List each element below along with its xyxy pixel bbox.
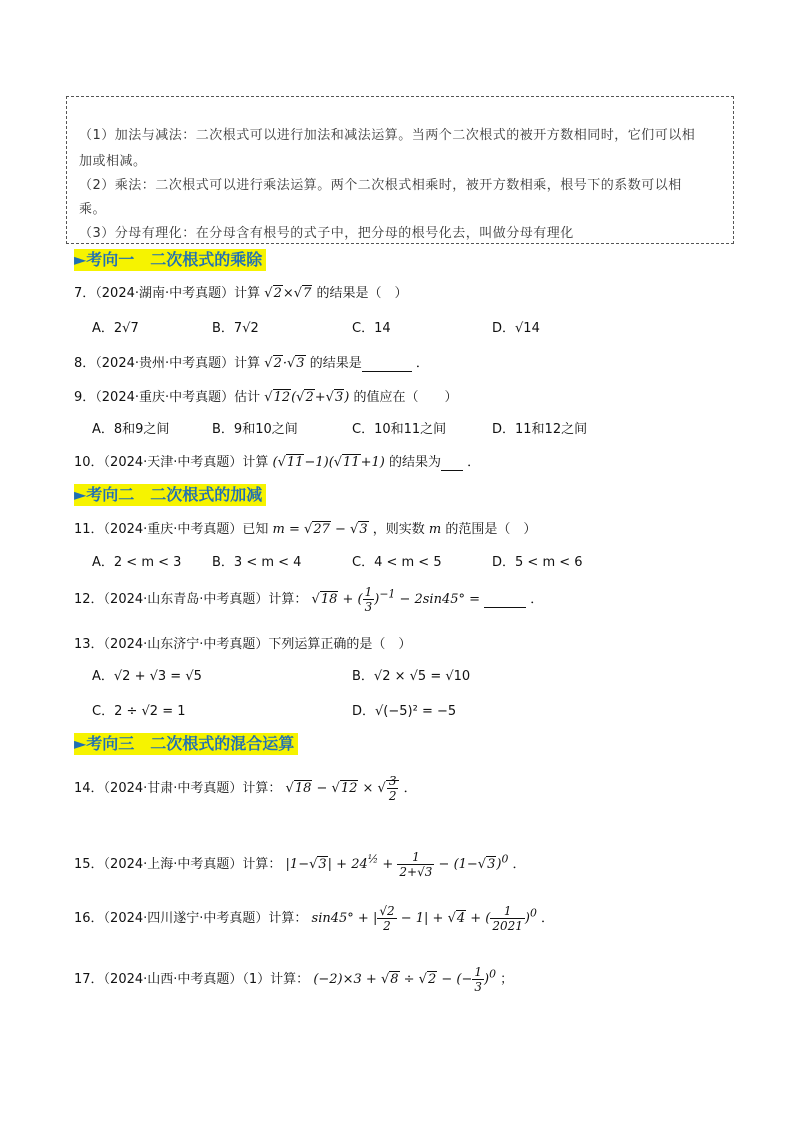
question-8 — [74, 352, 429, 372]
q10-expression: (√11−1)(√11+1) — [272, 455, 385, 470]
q16-end: ． — [541, 911, 555, 926]
q14-expression: √18 − √12 × √ $\frac{3}{2}$ — [286, 780, 400, 796]
q16-prefix: 16．（2024·四川遂宁·中考真题）计算： — [74, 911, 308, 926]
q17-prefix: 17．（2024·山西·中考真题）（1）计算： — [74, 972, 310, 987]
q9-option-b[interactable]: B．9和10之间 — [212, 422, 298, 437]
q13-option-d[interactable]: D．√(−5)² = −5 — [352, 704, 457, 719]
q11-prefix: 11．（2024·重庆·中考真题）已知 — [74, 522, 269, 537]
intro-line-2: 加或相减。 — [79, 154, 147, 169]
section-heading-3: ►考向三 二次根式的混合运算 — [74, 733, 298, 755]
q12-answer-blank[interactable] — [484, 592, 526, 608]
q10-suffix: 的结果为 — [388, 455, 441, 470]
question-17 — [74, 965, 513, 994]
q11-suffix: ，则实数 — [372, 522, 425, 537]
question-15 — [74, 850, 526, 879]
q15-end: ． — [512, 857, 526, 872]
question-9 — [74, 386, 457, 405]
q9-expression: √12(√2+√3) — [264, 390, 350, 405]
q13-option-a[interactable]: A．√2 + √3 = √5 — [92, 669, 202, 684]
q7-option-c[interactable]: C．14 — [352, 321, 391, 336]
q9-option-c[interactable]: C．10和11之间 — [352, 422, 447, 437]
q14-prefix: 14．（2024·甘肃·中考真题）计算： — [74, 781, 282, 796]
q8-expression: √2·√3 — [264, 356, 305, 371]
section-heading-2: ►考向二 二次根式的加减 — [74, 484, 266, 506]
q9-option-d[interactable]: D．11和12之间 — [492, 422, 588, 437]
question-12 — [74, 585, 543, 614]
q11-option-b[interactable]: B．3 < m < 4 — [212, 555, 302, 570]
q7-option-b[interactable]: B．7√2 — [212, 321, 259, 336]
q7-option-d[interactable]: D．√14 — [492, 321, 540, 336]
q7-suffix: 的结果是（ ） — [316, 286, 408, 301]
q15-prefix: 15．（2024·上海·中考真题）计算： — [74, 857, 282, 872]
q8-prefix: 8．（2024·贵州·中考真题）计算 — [74, 356, 261, 371]
question-13: 13．（2024·山东济宁·中考真题）下列运算正确的是（ ） — [74, 637, 412, 652]
q14-end: ． — [403, 781, 417, 796]
intro-line-3: （2）乘法：二次根式可以进行乘法运算。两个二次根式相乘时，被开方数相乘，根号下的系数可以相 — [79, 178, 682, 193]
q16-expression: sin45° + | $\frac{√2}{2}$ − 1| + √4 + ( $\frac{1}{2021}$ )$^0$ — [311, 904, 537, 933]
q13-option-b[interactable]: B．√2 × √5 = √10 — [352, 669, 471, 684]
q7-option-a[interactable]: A．2√7 — [92, 321, 139, 336]
q10-end: ． — [467, 455, 481, 470]
section-heading-1: ►考向一 二次根式的乘除 — [74, 249, 266, 271]
q17-end: ； — [500, 972, 514, 987]
q11-suffix2: 的范围是（ ） — [445, 522, 537, 537]
q7-expression: √2×√7 — [264, 286, 312, 301]
q8-end: ． — [415, 356, 429, 371]
q11-expression: m = √27 − √3 — [272, 522, 368, 537]
question-14 — [74, 774, 417, 803]
intro-line-4: 乘。 — [79, 202, 107, 217]
q9-prefix: 9．（2024·重庆·中考真题）估计 — [74, 390, 261, 405]
question-7 — [74, 282, 407, 301]
q7-prefix: 7．（2024·湖南·中考真题）计算 — [74, 286, 261, 301]
question-11 — [74, 518, 536, 537]
q10-prefix: 10．（2024·天津·中考真题）计算 — [74, 455, 269, 470]
q12-expression: √18 + ( $\frac{1}{3}$ )$^{-1}$ − 2sin45° = — [311, 585, 481, 614]
q9-option-a[interactable]: A．8和9之间 — [92, 422, 170, 437]
q12-end: ． — [530, 592, 544, 607]
q11-option-d[interactable]: D．5 < m < 6 — [492, 555, 583, 570]
q13-option-c[interactable]: C．2 ÷ √2 = 1 — [92, 704, 186, 719]
q8-suffix: 的结果是 — [309, 356, 362, 371]
q17-expression: (−2)×3 + √8 ÷ √2 − (− $\frac{1}{3}$ )$^0$ — [313, 965, 496, 994]
q10-answer-blank[interactable] — [441, 455, 463, 471]
q8-answer-blank[interactable] — [362, 356, 412, 372]
q11-option-a[interactable]: A．2 < m < 3 — [92, 555, 182, 570]
question-10 — [74, 451, 480, 471]
q11-option-c[interactable]: C．4 < m < 5 — [352, 555, 442, 570]
intro-line-5: （3）分母有理化：在分母含有根号的式子中，把分母的根号化去，叫做分母有理化 — [79, 226, 574, 241]
intro-line-1: （1）加法与减法：二次根式可以进行加法和减法运算。当两个二次根式的被开方数相同时，它们可以相 — [79, 128, 696, 143]
question-16 — [74, 904, 554, 933]
q15-expression: $|1-√3| + 24^{\frac{1}{2}}$ + $\frac{1}{2+√3}$ − $(1-√3)^0$ — [285, 850, 509, 879]
q11-variable: m — [428, 522, 442, 537]
q12-prefix: 12．（2024·山东青岛·中考真题）计算： — [74, 592, 308, 607]
q9-suffix: 的值应在（ ） — [353, 390, 458, 405]
